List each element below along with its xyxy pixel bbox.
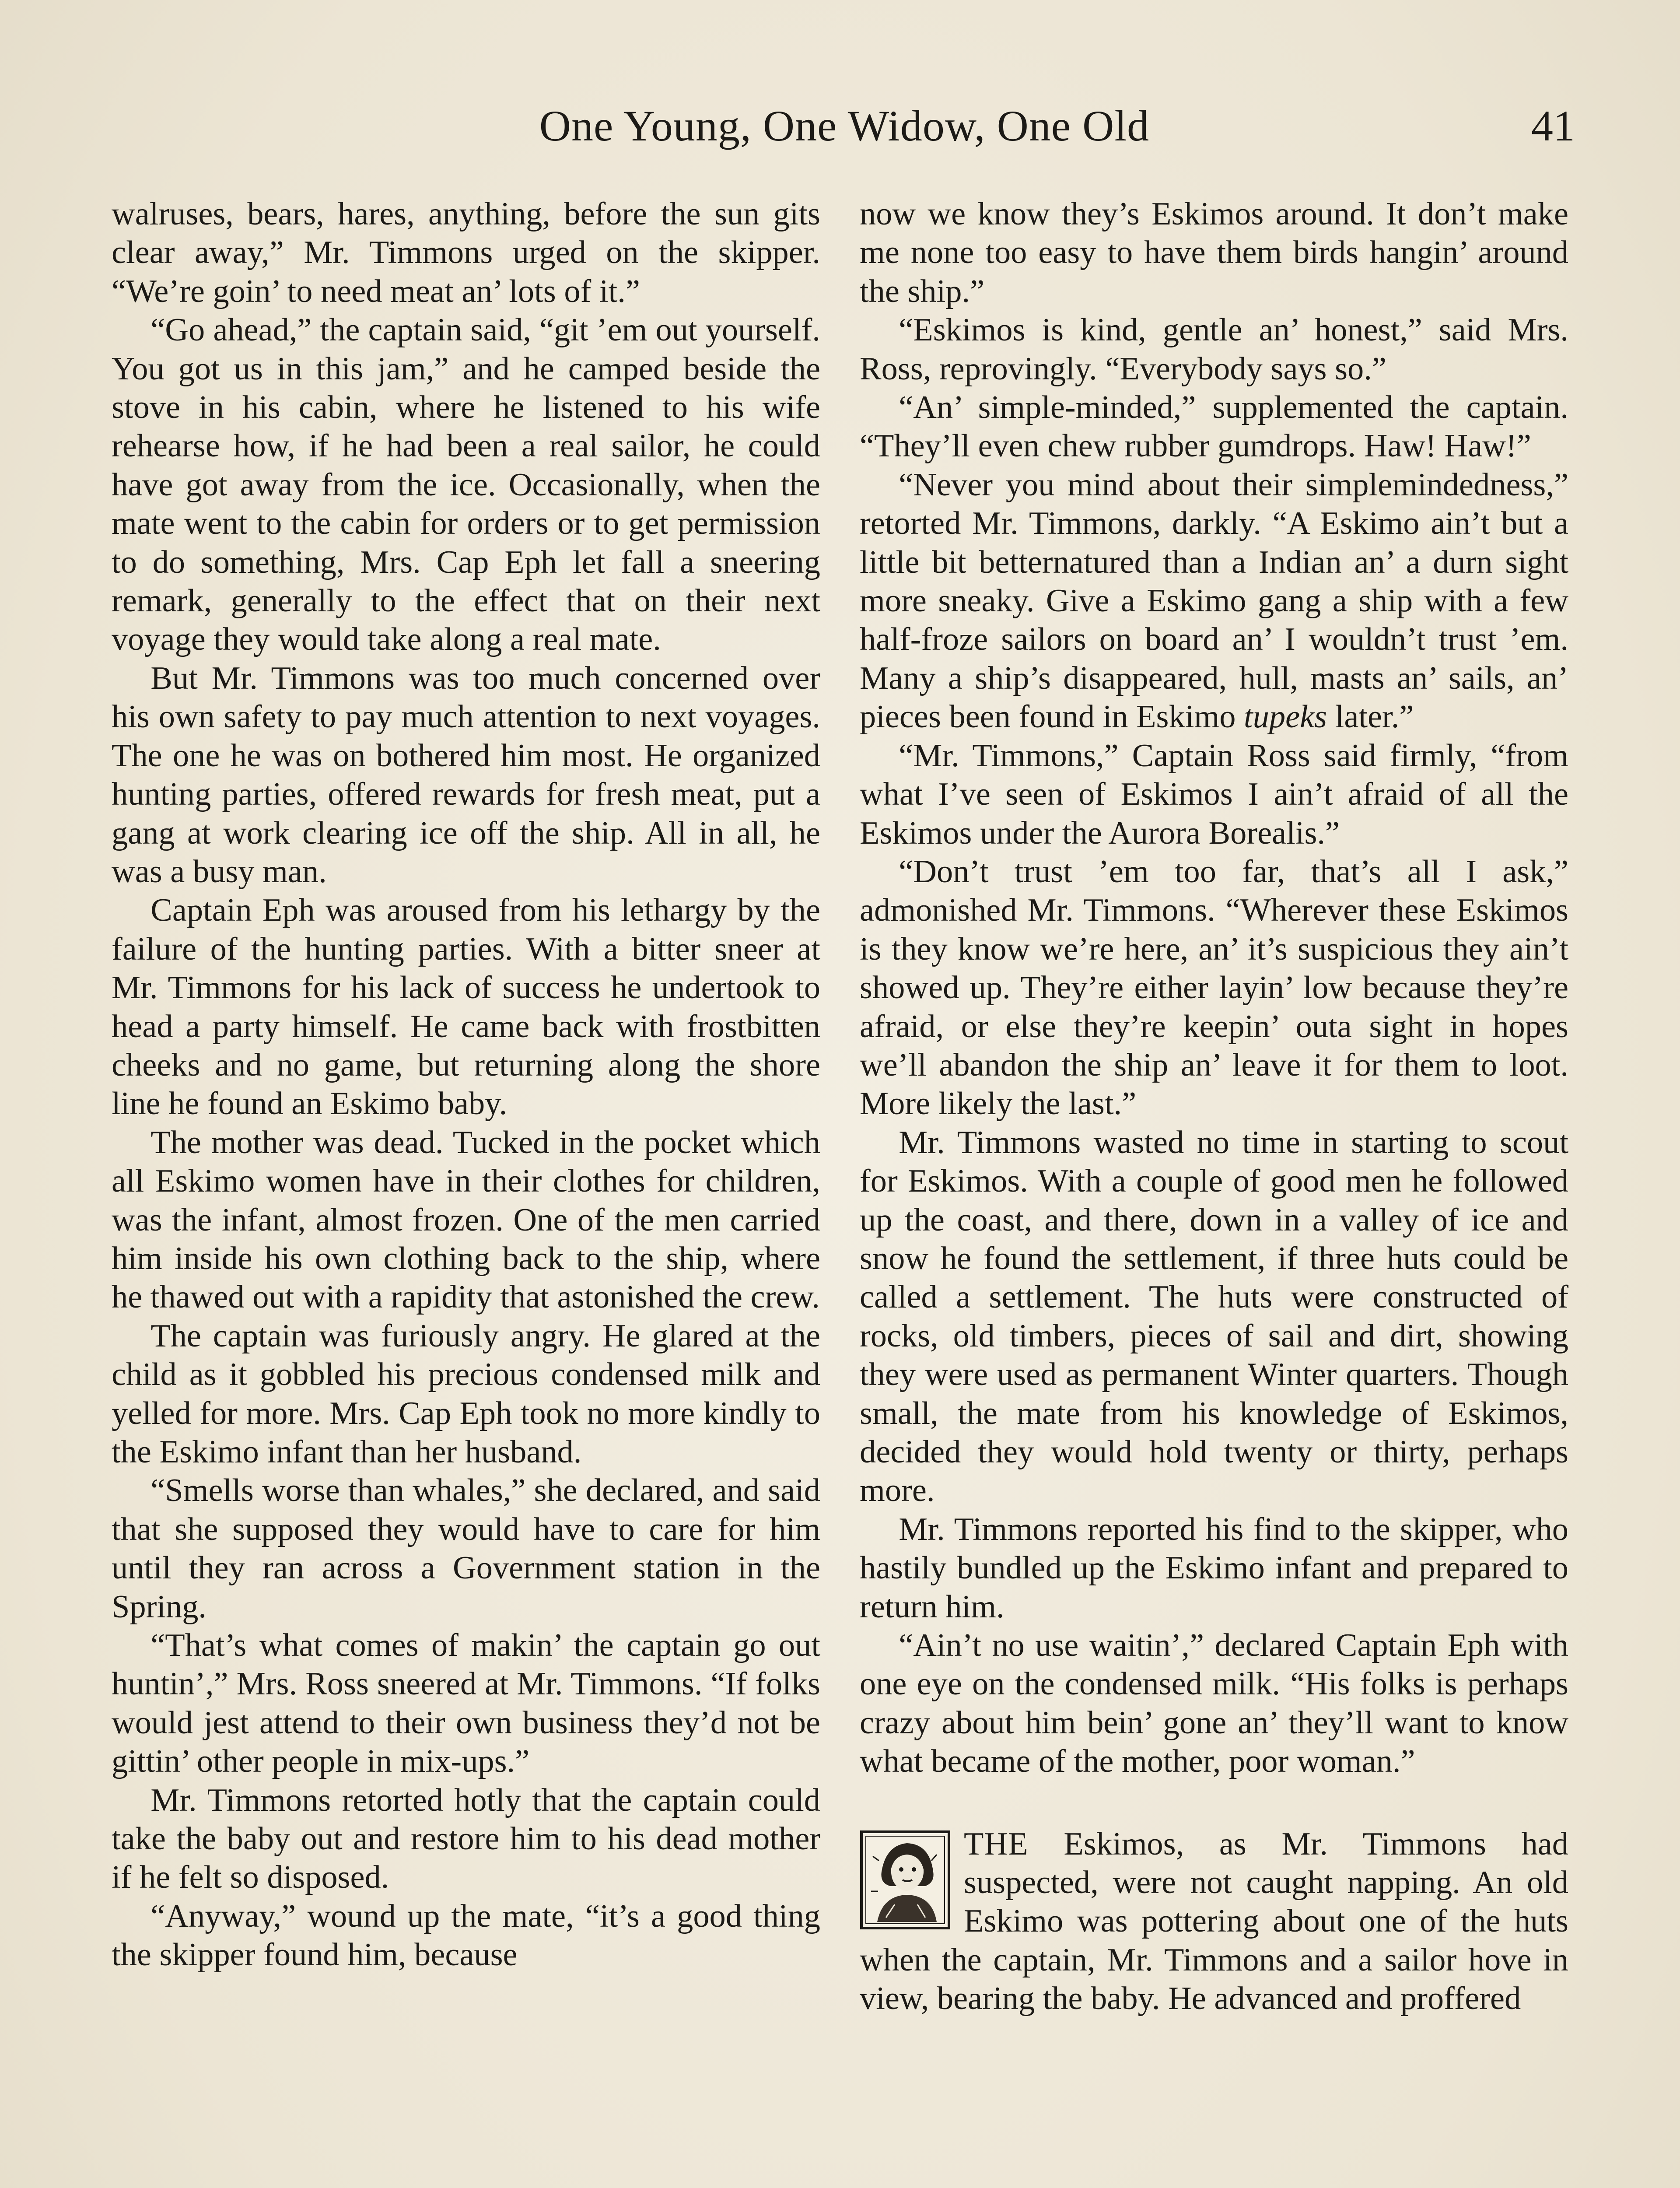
section-break bbox=[860, 1781, 1568, 1825]
paragraph: now we know they’s Eskimos around. It don’t make me none too easy to have them birds hangin’ around the ship.” bbox=[860, 196, 1568, 309]
paragraph: But Mr. Timmons was too much concerned over his own safety to pay much attention to next voyages. The one he was on bothered him most. He organized hunting parties, offered rewards for fresh meat, put a gang at work clearing ice off the ship. All in all, he was a busy man. bbox=[112, 660, 820, 890]
paragraph: The mother was dead. Tucked in the pocket which all Eskimo women have in their clothes for children, was the infant, almost frozen. One of the men carried him inside his own clothing back to the ship, where he thawed out with a rapidity that astonished the crew. bbox=[112, 1124, 820, 1315]
paragraph: “Don’t trust ’em too far, that’s all I ask,” admonished Mr. Timmons. “Wherever these Eskimos is they know we’re here, an’ it’s suspicious they ain’t showed up. They’re either layin’ low because they’re afraid, or else they’re keepin’ outa sight in hopes we’ll abandon the ship an’ leave it for them to loot. More likely the last.” bbox=[860, 853, 1568, 1122]
paragraph: “Mr. Timmons,” Captain Ross said firmly, “from what I’ve seen of Eskimos I ain’t afraid of all the Eskimos under the Aurora Borealis.” bbox=[860, 737, 1568, 851]
eskimo-portrait-icon bbox=[860, 1830, 951, 1930]
paragraph: “Eskimos is kind, gentle an’ honest,” said Mrs. Ross, reprovingly. “Everybody says so.” bbox=[860, 312, 1568, 387]
right-column bbox=[860, 195, 1568, 2018]
paragraph: Mr. Timmons wasted no time in starting to scout for Eskimos. With a couple of good men he followed up the coast, and there, down in a valley of ice and snow he found the settlement, if three huts could be called a settlement. The huts were constructed of rocks, old timbers, pieces of sail and dirt, showing they were used as permanent Winter quarters. Though small, the mate from his knowledge of Eskimos, decided they would hold twenty or thirty, perhaps more. bbox=[860, 1124, 1568, 1509]
dropcap-paragraph bbox=[860, 1825, 1568, 2018]
paragraph: The captain was furiously angry. He glared at the child as it gobbled his precious condensed milk and yelled for more. Mrs. Cap Eph took no more kindly to the Eskimo infant than her husband. bbox=[112, 1318, 820, 1470]
paragraph-text: later.” bbox=[1335, 699, 1414, 735]
paragraph: Mr. Timmons retorted hotly that the captain could take the baby out and restore him to his dead mother if he felt so disposed. bbox=[112, 1782, 820, 1896]
paragraph: “That’s what comes of makin’ the captain go out huntin’,” Mrs. Ross sneered at Mr. Timmons. “If folks would jest attend to their own business they’d not be gittin’ other people in mix-ups.” bbox=[112, 1627, 820, 1780]
paragraph-text: Eskimos, as Mr. Timmons had suspected, were not caught napping. An old Eskimo was pottering about one of the huts when the captain, Mr. Timmons and a sailor hove in view, bearing the baby. He advanced and proffered bbox=[860, 1826, 1568, 2017]
paragraph: “Smells worse than whales,” she declared, and said that she supposed they would have to care for him until they ran across a Government station in the Spring. bbox=[112, 1473, 820, 1625]
paragraph: “An’ simple-minded,” supplemented the captain. “They’ll even chew rubber gumdrops. Haw! Haw!” bbox=[860, 389, 1568, 464]
paragraph: Mr. Timmons reported his find to the skipper, who hastily bundled up the Eskimo infant and prepared to return him. bbox=[860, 1511, 1568, 1625]
running-title: One Young, One Widow, One Old bbox=[539, 102, 1150, 150]
paragraph: Captain Eph was aroused from his lethargy by the failure of the hunting parties. With a bitter sneer at Mr. Timmons for his lack of success he undertook to head a party himself. He came back with frostbitten cheeks and no game, but returning along the shore line he found an Eskimo baby. bbox=[112, 892, 820, 1122]
paragraph: walruses, bears, hares, anything, before the sun gits clear away,” Mr. Timmons urged on the skipper. “We’re goin’ to need meat an’ lots of it.” bbox=[112, 196, 820, 309]
paragraph: “Go ahead,” the captain said, “git ’em out yourself. You got us in this jam,” and he camped beside the stove in his cabin, where he listened to his wife rehearse how, if he had been a real sailor, he could have got away from the ice. Occasionally, when the mate went to the cabin for orders or to get permission to do something, Mrs. Cap Eph let fall a sneering remark, generally to the effect that on their next voyage they would take along a real mate. bbox=[112, 312, 820, 658]
italic-term: tupeks bbox=[1244, 699, 1327, 735]
paragraph bbox=[860, 466, 1568, 736]
lead-word: THE bbox=[964, 1826, 1029, 1862]
paragraph-text: “Never you mind about their simplemindedness,” retorted Mr. Timmons, darkly. “A Eskimo ain’t but a little bit betternatured than a Indian an’ a durn sight more sneaky. Give a Eskimo gang a ship with a few half-froze sailors on board an’ I wouldn’t trust ’em. Many a ship’s disappeared, hull, masts an’ sails, an’ pieces been found in Eskimo bbox=[860, 466, 1568, 735]
paragraph: “Anyway,” wound up the mate, “it’s a good thing the skipper found him, because bbox=[112, 1898, 820, 1973]
left-column bbox=[112, 195, 820, 1974]
running-head bbox=[0, 95, 1680, 157]
paragraph: “Ain’t no use waitin’,” declared Captain Eph with one eye on the condensed milk. “His folks is perhaps crazy about him bein’ gone an’ they’ll want to know what became of the mother, poor woman.” bbox=[860, 1627, 1568, 1780]
page-number: 41 bbox=[1531, 102, 1575, 150]
